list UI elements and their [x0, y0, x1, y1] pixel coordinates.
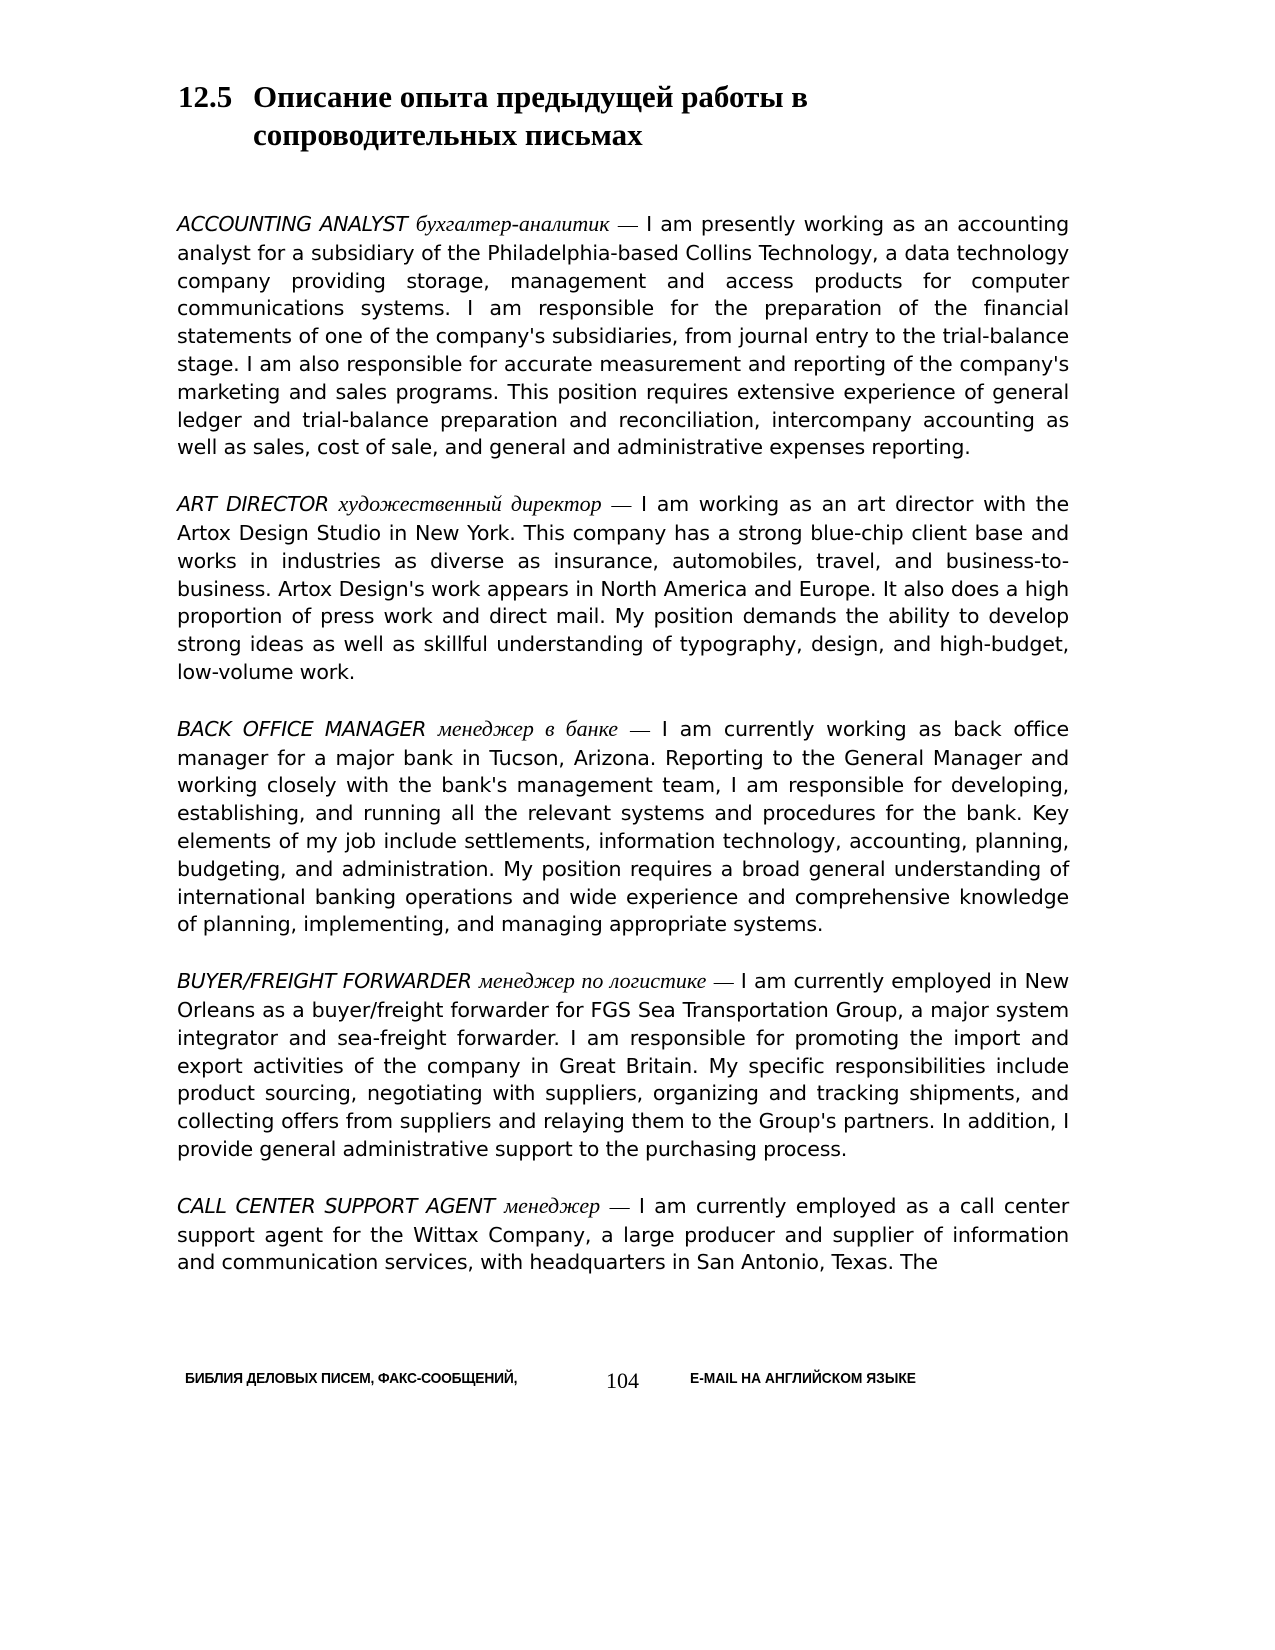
- entry-term: BACK OFFICE MANAGER: [177, 716, 426, 741]
- page-footer: [0, 1370, 1275, 1400]
- entry-translation: бухгалтер-аналитик: [415, 211, 610, 236]
- entry-buyer-freight-forwarder: [177, 967, 1069, 1164]
- entry-dash: —: [713, 971, 734, 994]
- entries-list: [177, 210, 1069, 1305]
- entry-dash: —: [617, 214, 638, 236]
- entry-text: I am currently working as back office manager for a major bank in Tucson, Arizona. Reporting to the General Manager and working closely with the bank's management team, I am responsible for developing, establishing, and running all the relevant systems and procedures for the bank. Key elements of my job include settlements, information technology, accounting, planning, budgeting, and administration. My position requires a broad general understanding of international banking operations and wide experience and comprehensive knowledge of planning, implementing, and managing appropriate systems.: [177, 716, 1069, 937]
- entry-term: ACCOUNTING ANALYST: [177, 212, 408, 236]
- section-number: 12.5: [178, 79, 233, 114]
- entry-dash: —: [630, 718, 650, 741]
- entry-art-director: [177, 490, 1069, 687]
- footer-right-text: E-MAIL НА АНГЛИЙСКОМ ЯЗЫКЕ: [690, 1370, 916, 1387]
- entry-term: ART DIRECTOR: [177, 492, 329, 517]
- entry-dash: —: [609, 1195, 630, 1218]
- page-number: 104: [606, 1368, 639, 1393]
- entry-translation: менеджер в банке: [437, 715, 619, 741]
- entry-call-center-support-agent: [177, 1192, 1069, 1277]
- entry-translation: менеджер по логистике: [478, 968, 707, 994]
- entry-accounting-analyst: [177, 210, 1069, 462]
- entry-text: I am working as an art director with the Artox Design Studio in New York. This company has a strong blue-chip client base and works in industries as diverse as insurance, automobiles, travel, and business-to-business. Artox Design's work appears in North America and Europe. It also does a high proportion of press work and direct mail. My position demands the ability to develop strong ideas as well as skillful understanding of typography, design, and high-budget, low-volume work.: [177, 492, 1069, 684]
- entry-translation: художественный директор: [338, 491, 602, 517]
- entry-text: I am currently employed in New Orleans as a buyer/freight forwarder for FGS Sea Transportation Group, a major system integrator and sea-freight forwarder. I am responsible for promoting the import and export activities of the company in Great Britain. My specific responsibilities include product sourcing, negotiating with suppliers, organizing and tracking shipments, and collecting offers from suppliers and relaying them to the Group's partners. In addition, I provide general administrative support to the purchasing process.: [177, 969, 1069, 1161]
- entry-text: I am presently working as an accounting analyst for a subsidiary of the Philadelphia-based Collins Technology, a data technology company providing storage, management and access products for computer communications systems. I am responsible for the preparation of the financial statements of one of the company's subsidiaries, from journal entry to the trial-balance stage. I am also responsible for accurate measurement and reporting of the company's marketing and sales programs. This position requires extensive experience of general ledger and trial-balance preparation and reconciliation, intercompany accounting as well as sales, cost of sale, and general and administrative expenses reporting.: [177, 212, 1069, 460]
- entry-dash: —: [611, 494, 632, 517]
- entry-back-office-manager: [177, 715, 1069, 939]
- entry-text: I am currently employed as a call center support agent for the Wittax Company, a large producer and supplier of information and communication services, with headquarters in San Antonio, Texas. The: [177, 1193, 1069, 1275]
- entry-term: CALL CENTER SUPPORT AGENT: [177, 1193, 495, 1218]
- entry-term: BUYER/FREIGHT FORWARDER: [177, 969, 472, 994]
- section-heading: [178, 78, 1078, 154]
- footer-left-text: БИБЛИЯ ДЕЛОВЫХ ПИСЕМ, ФАКС-СООБЩЕНИЙ,: [185, 1370, 518, 1387]
- entry-translation: менеджер: [504, 1192, 601, 1218]
- section-title: Описание опыта предыдущей работы в сопроводительных письмах: [253, 79, 809, 152]
